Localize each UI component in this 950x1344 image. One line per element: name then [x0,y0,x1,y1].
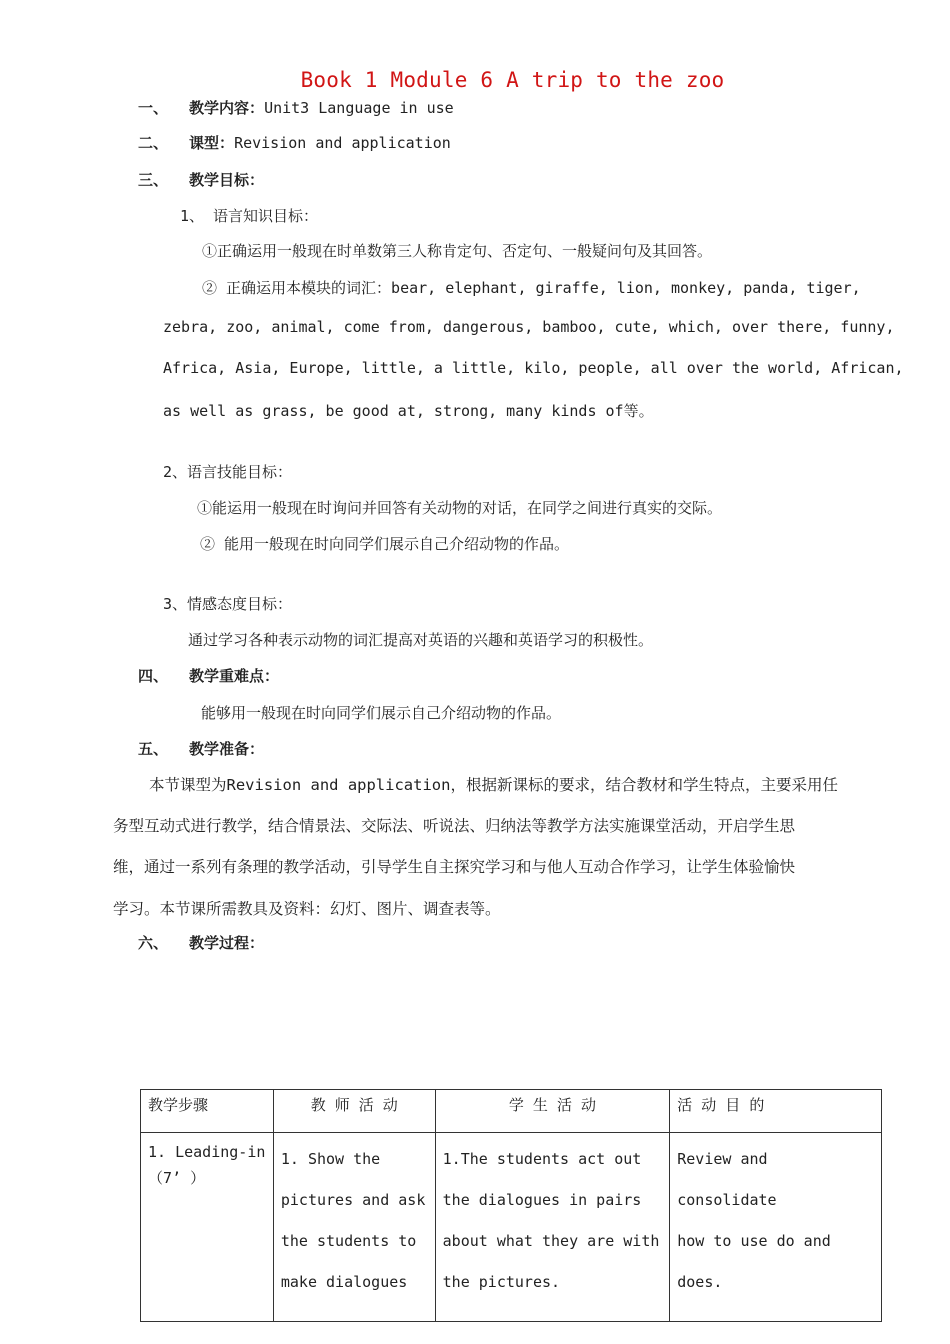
section-process [138,932,264,953]
cell-line: the pictures. [442,1273,561,1291]
section-label: 教学准备： [189,740,265,758]
cell-teacher [273,1133,435,1322]
header-student-activity: 学 生 活 动 [435,1090,670,1133]
section-label: 教学目标： [189,171,265,189]
section-number: 五、 [138,740,169,758]
goal-attitude-title: 3、情感态度目标： [163,595,293,613]
section-content [138,97,454,118]
section-number: 六、 [138,934,169,952]
section-label: 教学内容： [189,99,265,117]
goal-knowledge-item-2-line-3: Africa, Asia, Europe, little, a little, kilo, people, all over the world, African, [163,359,904,377]
cell-purpose [670,1133,882,1322]
cell-line: 1.The students act out [442,1150,642,1168]
section-preparation [138,738,264,759]
goal-knowledge-item-2-line-2: zebra, zoo, animal, come from, dangerous, bamboo, cute, which, over there, funny, [163,318,895,336]
preparation-line-1: 本节课型为Revision and application，根据新课标的要求，结合教材和学生特点，主要采用任 [149,776,838,794]
cell-line: the students to [280,1232,417,1250]
table-header-row [141,1090,882,1133]
table-row [141,1133,882,1322]
header-teacher-activity: 教 师 活 动 [273,1090,435,1133]
cell-line: Review and consolidate [677,1150,777,1209]
cell-step [141,1133,274,1322]
cell-line: （7’ ） [148,1169,206,1187]
goal-skill-item-2: ② 能用一般现在时向同学们展示自己介绍动物的作品。 [200,535,570,553]
cell-line: about what they are with [442,1232,660,1250]
goal-skill-title: 2、语言技能目标： [163,463,293,481]
section-value: Unit3 Language in use [264,99,454,117]
cell-line: 1. Show the [280,1150,381,1168]
cell-line: does. [677,1273,723,1291]
header-step: 教学步骤 [141,1090,274,1133]
cell-line: how to use do and [677,1232,831,1250]
section-label: 教学过程： [189,934,265,952]
cell-line: pictures and ask [280,1191,426,1209]
cell-line: the dialogues in pairs [442,1191,642,1209]
section-lesson-type [138,132,451,153]
key-points-text: 能够用一般现在时向同学们展示自己介绍动物的作品。 [201,704,562,722]
section-number: 二、 [138,134,169,152]
section-key-points [138,665,279,686]
section-number: 三、 [138,171,169,189]
goal-attitude-text: 通过学习各种表示动物的词汇提高对英语的兴趣和英语学习的积极性。 [188,631,654,649]
header-purpose: 活 动 目 的 [670,1090,882,1133]
page-title: Book 1 Module 6 A trip to the zoo [300,68,725,92]
section-number: 一、 [138,99,169,117]
goal-knowledge-item-1: ①正确运用一般现在时单数第三人称肯定句、否定句、一般疑问句及其回答。 [202,242,713,260]
section-objectives [138,169,264,190]
section-value: Revision and application [234,134,451,152]
preparation-line-2: 务型互动式进行教学，结合情景法、交际法、听说法、归纳法等教学方法实施课堂活动，开启学生思 [113,817,796,835]
goal-knowledge-title: 1、 语言知识目标： [180,207,319,225]
section-number: 四、 [138,667,169,685]
section-label: 教学重难点： [189,667,280,685]
cell-line: make dialogues [280,1273,408,1291]
process-table [140,1089,882,1322]
section-label: 课型： [189,134,235,152]
goal-knowledge-item-2-line-1: ② 正确运用本模块的词汇：bear, elephant, giraffe, lion, monkey, panda, tiger, [202,279,861,297]
preparation-line-4: 学习。本节课所需教具及资料：幻灯、图片、调查表等。 [113,900,501,918]
cell-student [435,1133,670,1322]
goal-knowledge-item-2-line-4: as well as grass, be good at, strong, many kinds of等。 [163,402,654,420]
cell-line: 1. Leading-in [148,1143,266,1161]
goal-skill-item-1: ①能运用一般现在时询问并回答有关动物的对话，在同学之间进行真实的交际。 [197,499,723,517]
preparation-line-3: 维，通过一系列有条理的教学活动，引导学生自主探究学习和与他人互动合作学习，让学生体验愉快 [113,858,796,876]
